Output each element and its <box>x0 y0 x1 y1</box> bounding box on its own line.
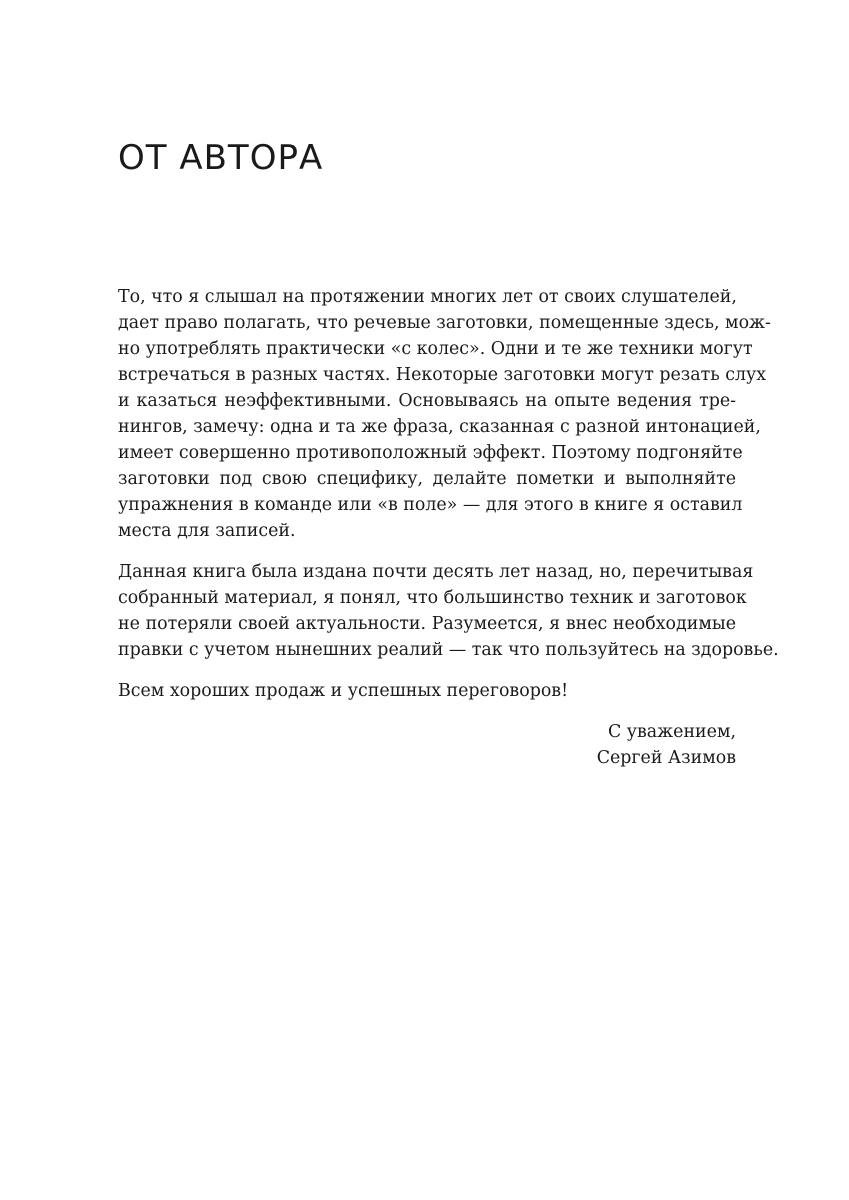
text-line: дает право полагать, что речевые заготовки, помещенные здесь, мож- <box>118 313 771 333</box>
text-line: и казаться неэффективными. Основываясь на опыте ведения тре- <box>118 391 736 411</box>
text-line: места для записей. <box>118 521 296 541</box>
paragraph-intro <box>118 284 771 544</box>
text-line: упражнения в команде или «в поле» — для этого в книге я оставил <box>118 495 743 515</box>
text-line: встречаться в разных частях. Некоторые заготовки могут резать слух <box>118 365 767 385</box>
text-line: правки с учетом нынешних реалий — так что пользуйтесь на здоровье. <box>118 640 779 660</box>
text-line: Данная книга была издана почти десять лет назад, но, перечитывая <box>118 562 754 582</box>
text-line: собранный материал, я понял, что большинство техник и заготовок <box>118 588 747 608</box>
signature <box>118 719 736 771</box>
text-line: заготовки под свою специфику, делайте пометки и выполняйте <box>118 469 736 489</box>
text-line: То, что я слышал на протяжении многих лет от своих слушателей, <box>118 287 737 307</box>
signature-closing: С уважением, <box>607 722 736 742</box>
text-line: Всем хороших продаж и успешных переговоров! <box>118 681 569 701</box>
signature-author: Сергей Азимов <box>596 748 736 768</box>
paragraph-book-history <box>118 559 779 663</box>
text-line: не потеряли своей актуальности. Разумеется, я внес необходимые <box>118 614 736 634</box>
text-line: имеет совершенно противоположный эффект. Поэтому подгоняйте <box>118 443 743 463</box>
body-text <box>118 284 779 771</box>
paragraph-wishes <box>118 678 736 704</box>
text-line: нингов, замечу: одна и та же фраза, сказанная с разной интонацией, <box>118 417 761 437</box>
chapter-title: ОТ АВТОРА <box>118 138 324 178</box>
text-line: но употреблять практически «с колес». Одни и те же техники могут <box>118 339 753 359</box>
